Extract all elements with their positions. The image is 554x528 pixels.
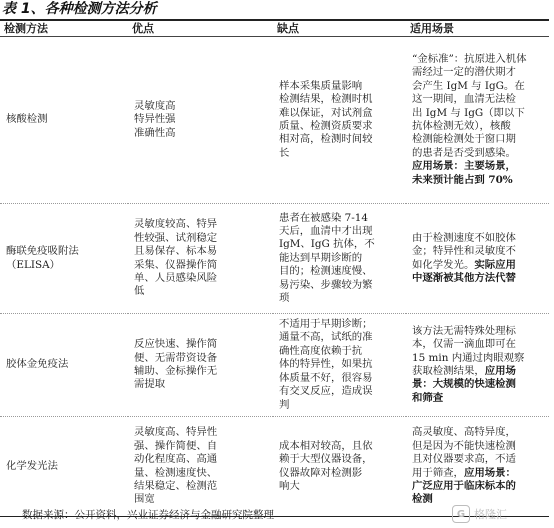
cons-cell: 患者在被感染 7-14 天后，血清中才出现 IgM、IgG 抗体，不 能达到早期诊断的 目的；检测速度慢、 易污染、步骤较为繁 琐 <box>273 204 406 314</box>
header-pros: 优点 <box>128 20 273 37</box>
header-row <box>0 20 549 37</box>
watermark-logo-icon: G <box>452 505 470 523</box>
header-method: 检测方法 <box>0 20 128 37</box>
scene-cell <box>406 204 549 314</box>
source-note: 数据来源：公开资料，兴业证券经济与金融研究院整理 <box>22 509 274 521</box>
method-cell: 化学发光法 <box>0 417 128 517</box>
scene-note: 应用场 景：大规模的快速检测 和筛查 <box>412 365 516 404</box>
cons-cell: 不适用于早期诊断； 通量不高，试纸的准 确性高度依赖于抗 体的特异性，如果抗 体质量不好，很容易 有交叉反应，造成误 判 <box>273 314 406 417</box>
pros-cell: 灵敏度较高、特异 性较强、试剂稳定 且易保存、标本易 采集、仪器操作简 单、人员感染风险 低 <box>128 204 273 314</box>
scene-cell <box>406 314 549 417</box>
table-row <box>0 37 549 204</box>
scene-text: 高灵敏度、高特异度， 但是因为不能快速检测 且对仪器要求高，不适 用于筛查， <box>412 426 516 479</box>
scene-cell <box>406 37 549 204</box>
header-cons: 缺点 <box>273 20 406 37</box>
watermark-text: 格隆汇 <box>474 508 507 521</box>
method-comparison-table <box>0 19 549 517</box>
header-scene: 适用场景 <box>406 20 549 37</box>
method-cell: 酶联免疫吸附法 （ELISA） <box>0 204 128 314</box>
table-row <box>0 204 549 314</box>
method-cell: 核酸检测 <box>0 37 128 204</box>
scene-text: 该方法无需特殊处理标 本，仅需一滴血即可在 15 min 内通过肉眼观察 获取检测结果， <box>412 324 525 377</box>
table-row <box>0 314 549 417</box>
pros-cell: 反应快速、操作简 便、无需带资设备 辅助、金标操作无 需提取 <box>128 314 273 417</box>
cons-cell: 样本采集质量影响 检测结果，检测时机 难以保证，对试剂盒 质量、检测资质要求 相对高，检测时间较 长 <box>273 37 406 204</box>
watermark <box>452 502 550 526</box>
scene-note: 应用场景：主要场景， 未来预计能占到 70% <box>412 160 516 186</box>
scene-note: 应用场景： 广泛应用于临床标本的 检测 <box>412 466 516 506</box>
scene-note: 实际应用 中逐渐被其他方法代替 <box>412 258 516 284</box>
scene-text: 由于检测速度不如胶体 金；特异性和灵敏度不 如化学发光。 <box>412 231 516 271</box>
pros-cell: 灵敏度高 特异性强 准确性高 <box>128 37 273 204</box>
cons-cell: 成本相对较高，且依 赖于大型仪器设备， 仪器故障对检测影 响大 <box>273 417 406 517</box>
scene-text: “金标准”：抗原进入机体 需经过一定的潜伏期才 会产生 IgM 与 IgG。在 这一期间，血清无法检 出 IgM 与 IgG（即以下 抗体检测无效），核酸 检测能检测处于窗口期 的患者是否受到感染。 <box>412 52 527 159</box>
method-cell: 胶体金免疫法 <box>0 314 128 417</box>
pros-cell: 灵敏度高、特异性 强、操作简便、自 动化程度高、高通 量、检测速度快、 结果稳定、检测范 围宽 <box>128 417 273 517</box>
table-title: 表 1、各种检测方法分析 <box>2 1 157 17</box>
